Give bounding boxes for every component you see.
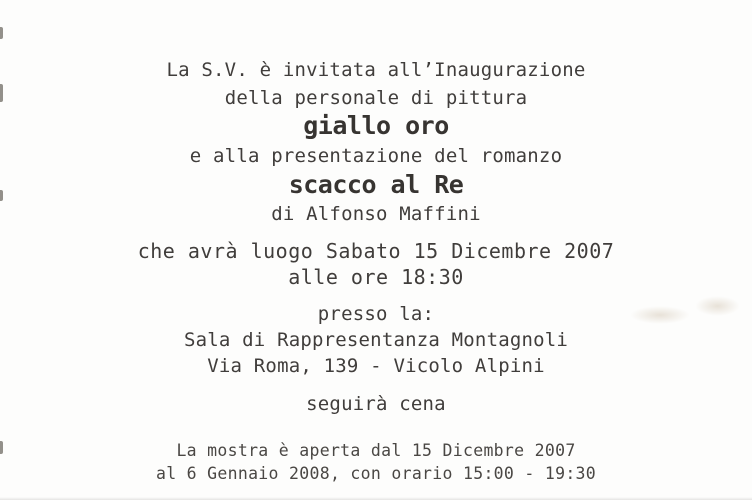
exhibition-line-2: al 6 Gennaio 2008, con orario 15:00 - 19:30	[155, 464, 597, 483]
scan-artifact	[0, 84, 3, 102]
event-time-line: alle ore 18:30	[288, 265, 464, 289]
scan-artifact	[0, 441, 3, 454]
exhibition-line-1: La mostra è aperta dal 15 Dicembre 2007	[176, 441, 576, 460]
venue-intro: presso la:	[317, 303, 435, 325]
intro-line-1: La S.V. è invitata all’Inaugurazione	[166, 59, 586, 81]
author-line: di Alfonso Maffini	[271, 203, 481, 225]
painting-title: giallo oro	[303, 111, 449, 140]
paper-smudge	[695, 296, 740, 316]
event-date-line: che avrà luogo Sabato 15 Dicembre 2007	[137, 239, 615, 263]
novel-title: scacco al Re	[288, 170, 464, 199]
dinner-note: seguirà cena	[306, 393, 446, 415]
scan-artifact	[0, 190, 3, 201]
venue-name: Sala di Rappresentanza Montagnoli	[183, 329, 569, 351]
intro-line-2: della personale di pittura	[224, 87, 528, 109]
scan-artifact	[0, 27, 3, 39]
intro-line-3: e alla presentazione del romanzo	[189, 145, 563, 167]
paper-smudge	[630, 306, 690, 324]
venue-address: Via Roma, 139 - Vicolo Alpini	[207, 355, 545, 377]
